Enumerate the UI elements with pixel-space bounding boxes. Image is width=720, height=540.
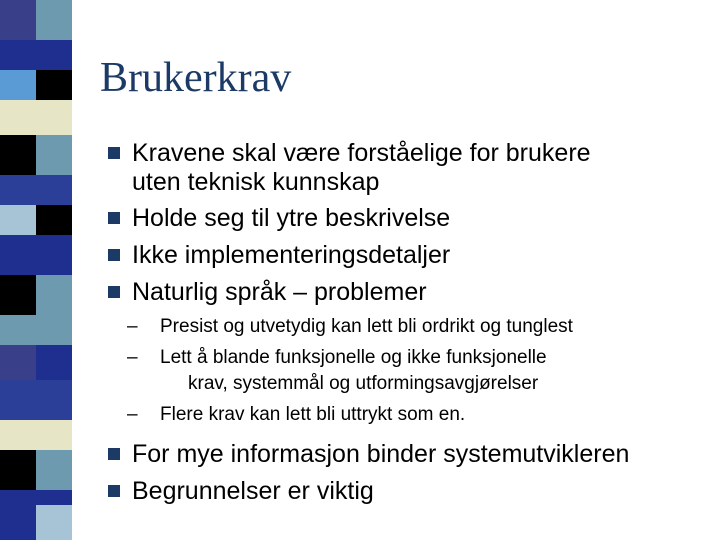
bullet-item: Kravene skal være forståelige for brukere	[132, 139, 591, 167]
bullet-item: For mye informasjon binder systemutvikleren	[132, 440, 630, 468]
bullet-marker-icon	[108, 147, 120, 159]
bullet-marker-icon	[108, 249, 120, 261]
bullet-marker-icon	[108, 212, 120, 224]
sub-bullet-dash: –	[127, 347, 138, 368]
bullet-item: Begrunnelser er viktig	[132, 477, 374, 505]
bullet-item: Ikke implementeringsdetaljer	[132, 241, 451, 269]
bullet-marker-icon	[108, 485, 120, 497]
bullet-marker-icon	[108, 286, 120, 298]
sub-bullet-item: Presist og utvetydig kan lett bli ordrikt og tunglest	[160, 316, 573, 337]
bullet-marker-icon	[108, 448, 120, 460]
bullet-item: Naturlig språk – problemer	[132, 278, 427, 306]
sub-bullet-dash: –	[127, 316, 138, 337]
slide-title: Brukerkrav	[100, 55, 292, 101]
bullet-item-continuation: uten teknisk kunnskap	[132, 168, 380, 196]
bullet-item: Holde seg til ytre beskrivelse	[132, 204, 451, 232]
sub-bullet-item: Lett å blande funksjonelle og ikke funksjonelle	[160, 347, 547, 368]
sub-bullet-item-continuation: krav, systemmål og utformingsavgjørelser	[188, 373, 539, 394]
sub-bullet-dash: –	[127, 404, 138, 425]
sub-bullet-item: Flere krav kan lett bli uttrykt som en.	[160, 404, 466, 425]
